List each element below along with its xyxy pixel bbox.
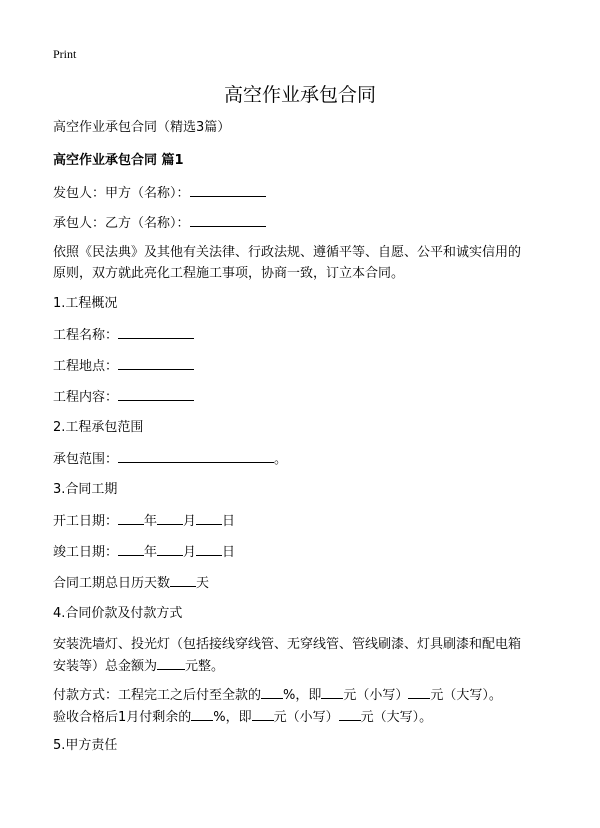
acceptance-large-label: 元（大写）。 (360, 710, 433, 725)
project-content-label: 工程内容： (53, 390, 119, 405)
end-day-label: 日 (222, 545, 236, 560)
payment-percent-label: %，即 (283, 688, 322, 703)
price-line-2-suffix: 元整。 (185, 659, 225, 674)
payment-small-blank (321, 684, 343, 699)
payment-line-1 (53, 684, 553, 706)
start-day-label: 日 (222, 514, 236, 529)
party-a-line (53, 182, 266, 205)
section-heading: 高空作业承包合同 篇1 (53, 153, 184, 168)
acceptance-small-label: 元（小写） (273, 710, 339, 725)
price-line-2-prefix: 安装等）总金额为 (53, 659, 158, 674)
price-line-1: 安装洗墙灯、投光灯（包括接线穿线管、无穿线管、管线刷漆、灯具刷漆和配电箱 (53, 637, 522, 652)
acceptance-large-blank (339, 706, 361, 721)
project-name-label: 工程名称： (53, 328, 119, 343)
total-days-unit: 天 (196, 576, 210, 591)
total-days-blank (170, 572, 196, 587)
total-days-label: 合同工期总日历天数 (53, 576, 171, 591)
section-5-heading: 5.甲方责任 (53, 738, 118, 753)
project-location-blank (118, 355, 194, 370)
project-content-blank (118, 386, 194, 401)
scope-line (53, 448, 287, 471)
end-month-label: 月 (183, 545, 197, 560)
document-subtitle: 高空作业承包合同（精选3篇） (53, 120, 231, 135)
total-amount-blank (157, 655, 185, 670)
total-days-line (53, 572, 209, 595)
end-year-blank (118, 541, 144, 556)
party-b-label: 承包人：乙方（名称）： (53, 216, 190, 231)
party-a-blank (190, 182, 266, 197)
section-2-heading: 2.工程承包范围 (53, 420, 144, 435)
start-month-blank (157, 510, 183, 525)
intro-paragraph (53, 242, 553, 284)
scope-label: 承包范围： (53, 452, 119, 467)
price-line-2 (53, 655, 553, 677)
print-link[interactable]: Print (53, 47, 77, 61)
intro-line-1: 依照《民法典》及其他有关法律、行政法规、遵循平等、自愿、公平和诚实信用的 (53, 245, 522, 260)
party-a-label: 发包人：甲方（名称）： (53, 186, 190, 201)
payment-small-label: 元（小写） (343, 688, 409, 703)
end-month-blank (157, 541, 183, 556)
payment-prefix: 付款方式：工程完工之后付至全款的 (53, 688, 262, 703)
scope-blank (118, 448, 274, 463)
section-3-heading: 3.合同工期 (53, 482, 118, 497)
start-year-blank (118, 510, 144, 525)
end-date-label: 竣工日期： (53, 545, 119, 560)
document-title: 高空作业承包合同 (223, 84, 376, 106)
price-paragraph (53, 634, 553, 677)
section-1-heading: 1.工程概况 (53, 296, 118, 311)
payment-paragraph (53, 684, 553, 728)
start-date-line (53, 510, 235, 533)
acceptance-prefix: 验收合格后1月付剩余的 (53, 710, 192, 725)
payment-large-label: 元（大写）。 (430, 688, 502, 703)
section-4-heading: 4.合同价款及付款方式 (53, 606, 183, 621)
project-location-line (53, 355, 194, 378)
acceptance-percent-blank (191, 706, 213, 721)
party-b-blank (190, 212, 266, 227)
end-date-line (53, 541, 235, 564)
end-day-blank (196, 541, 222, 556)
project-name-blank (118, 324, 194, 339)
project-location-label: 工程地点： (53, 359, 119, 374)
party-b-line (53, 212, 266, 235)
payment-line-2 (53, 706, 553, 728)
start-month-label: 月 (183, 514, 197, 529)
acceptance-small-blank (252, 706, 274, 721)
start-year-label: 年 (144, 514, 158, 529)
acceptance-percent-label: %，即 (213, 710, 252, 725)
project-content-line (53, 386, 194, 409)
payment-percent-blank (261, 684, 283, 699)
payment-large-blank (408, 684, 430, 699)
start-day-blank (196, 510, 222, 525)
end-year-label: 年 (144, 545, 158, 560)
intro-line-2: 原则，双方就此亮化工程施工事项，协商一致，订立本合同。 (53, 266, 405, 281)
start-date-label: 开工日期： (53, 514, 119, 529)
scope-end: 。 (274, 452, 288, 467)
project-name-line (53, 324, 194, 347)
